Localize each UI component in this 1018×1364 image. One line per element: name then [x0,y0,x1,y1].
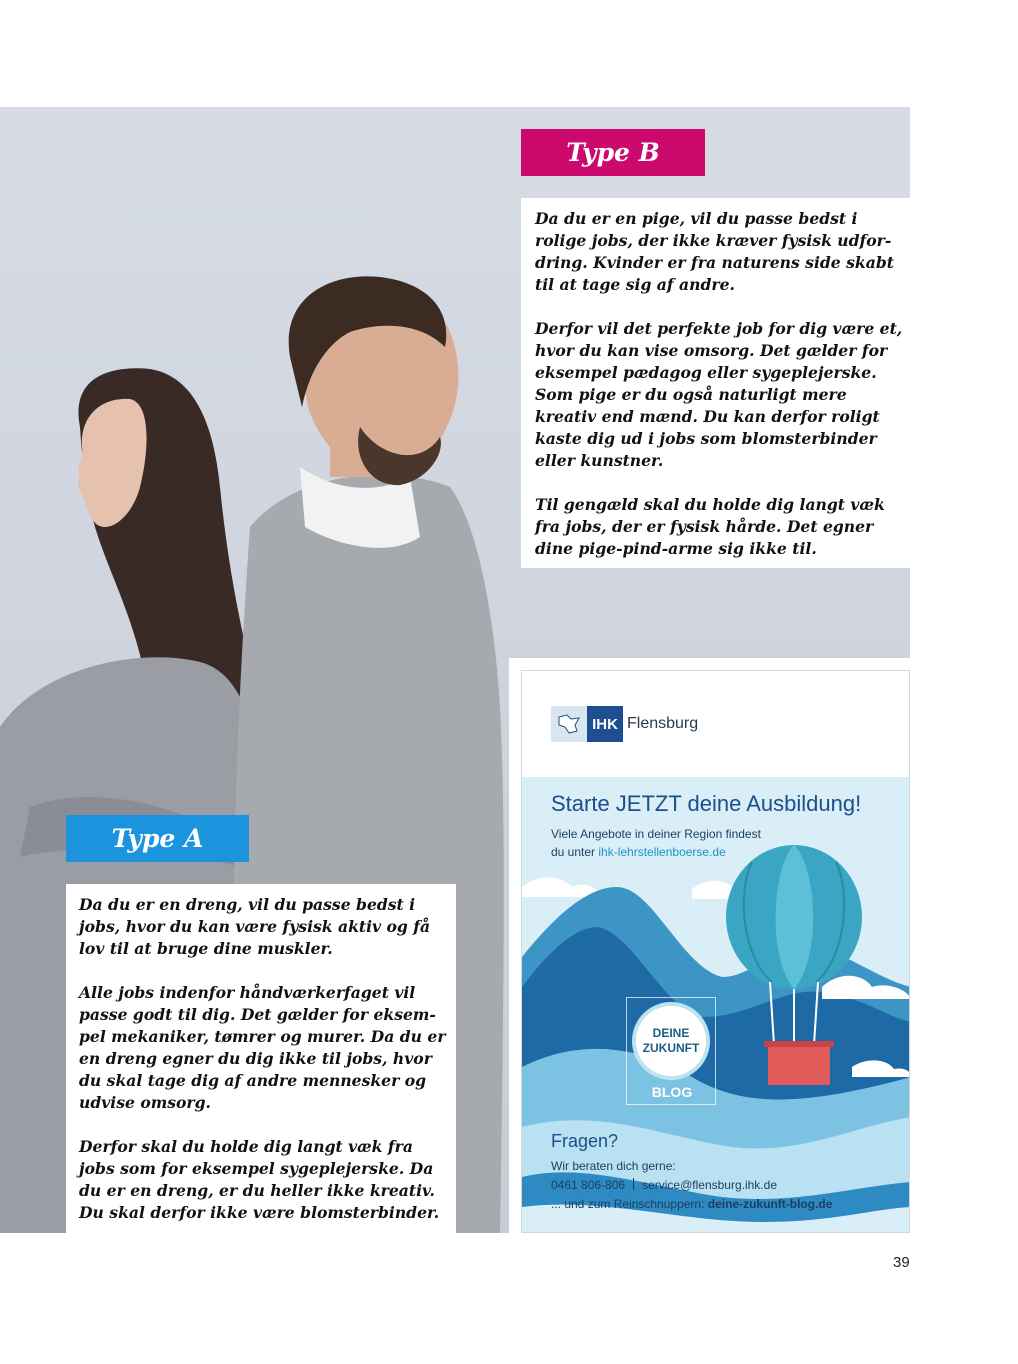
ad-subtitle-line1: Viele Angebote in deiner Region findest [551,827,761,841]
type-a-paragraph: Alle jobs indenfor håndværkerfaget vil passe godt til dig. Det gælder for eksem- pel mekaniker, tømrer og murer. Da du er en dreng egner du dig ikke til jobs, hvor du skal tage dig af andre mennesker og udvise omsorg. [79,983,446,1112]
ad-contact [551,1157,832,1214]
lehrstellenboerse-link[interactable]: ihk-lehrstellenboerse.de [598,845,726,859]
phone-number[interactable]: 0461 806-806 [551,1178,626,1192]
type-b-label: Type B [521,129,705,176]
ihk-city: Flensburg [627,715,699,732]
type-b-paragraph: Derfor vil det perfekte job for dig være et, hvor du kan vise omsorg. Det gælder for eksempel pædagog eller sygeplejerske. Som pige er du også naturligt mere kreativ end mænd. Du kan derfor roligt kaste dig ud i jobs som blomsterbinder eller kunstner. [535,319,903,470]
type-a-text-box [66,884,456,1233]
type-b-paragraph: Til gengæld skal du holde dig langt væk fra jobs, der er fysisk hårde. Det egner dine pige-pind-arme sig ikke til. [535,495,885,558]
blog-line1: DEINE [652,1026,690,1040]
blog-circle [632,1002,710,1080]
blog-link[interactable]: deine-zukunft-blog.de [707,1197,833,1211]
type-a-paragraph: Derfor skal du holde dig langt væk fra jobs som for eksempel sygeplejerske. Da du er en dreng, er du heller ikke kreativ. Du skal derfor ikke være blomsterbinder. [79,1137,440,1222]
ad-headline: Starte JETZT deine Ausbildung! [551,791,862,816]
ihk-logo [551,706,698,742]
page-number: 39 [893,1254,910,1271]
separator [633,1178,634,1190]
ad-subtitle-prefix: du unter [551,845,599,859]
more-prefix: ... und zum Reinschnuppern: [551,1197,708,1211]
ad-question: Fragen? [551,1131,619,1151]
ad-subtitle [551,825,761,861]
type-b-text-box [521,198,910,568]
zukunft-blog-badge[interactable] [626,997,716,1105]
email-link[interactable]: service@flensburg.ihk.de [642,1178,777,1192]
type-a-paragraph: Da du er en dreng, vil du passe bedst i jobs, hvor du kan være fysisk aktiv og få lov til at bruge dine muskler. [79,895,431,958]
type-a-label: Type A [66,815,249,862]
advice-text: Wir beraten dich gerne: [551,1159,676,1173]
ihk-advertisement[interactable] [521,670,910,1233]
type-b-paragraph: Da du er en pige, vil du passe bedst i rolige jobs, der ikke kræver fysisk udfor- dring. Kvinder er fra naturens side skabt til at tage sig af andre. [535,209,894,294]
map-icon [551,706,587,742]
blog-line2: ZUKUNFT [642,1041,700,1055]
ad-illustration-band [522,777,910,1233]
ihk-abbr: IHK [587,706,623,742]
blog-word: BLOG [651,1084,693,1100]
